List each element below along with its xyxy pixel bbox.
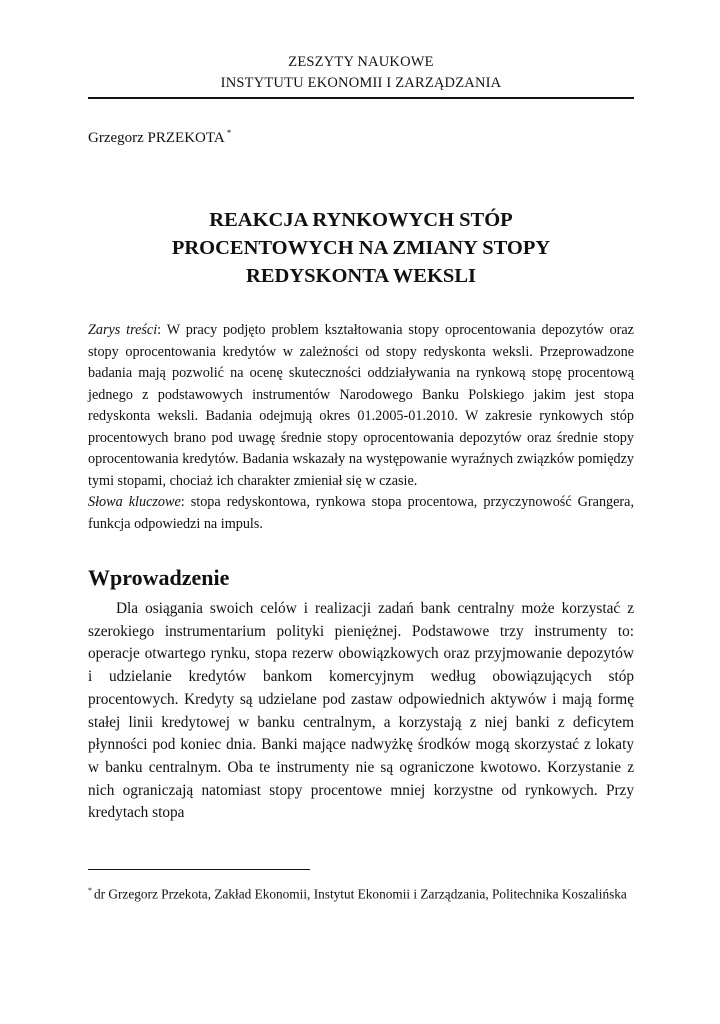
keywords-paragraph: [88, 492, 634, 535]
author-line: [88, 128, 231, 147]
keywords-label: Słowa kluczowe: [88, 494, 181, 510]
journal-name-line2: INSTYTUTU EKONOMII I ZARZĄDZANIA: [220, 75, 502, 91]
intro-text: Dla osiągania swoich celów i realizacji zadań bank centralny może korzystać z szerokiego instrumentarium polityki pieniężnej. Podstawowe trzy instrumenty to: operacje otwartego rynku, stopa rezerw obowiązkowych oraz przyjmowanie depozytów i udzielanie kredytów bankom komercyjnym według obowiązujących stóp procentowych. Kredyty są udzielane pod zastaw odpowiednich aktywów i mają formę stałej linii kredytowej w banku centralnym, a korzystają z niej banki z deficytem płynności pod koniec dnia. Banki mające nadwyżkę środków mogą skorzystać z lokaty w banku centralnym. Oba te instrumenty nie są ograniczone kwotowo. Korzystanie z nich ograniczają natomiast stopy procentowe mniej korzystne od rynkowych. Przy kredytach stopa: [88, 600, 634, 822]
footnote-text: dr Grzegorz Przekota, Zakład Ekonomii, Instytut Ekonomii i Zarządzania, Politechnika Koszalińska: [94, 886, 627, 902]
keywords-text: : stopa redyskontowa, rynkowa stopa procentowa, przyczynowość Grangera, funkcja odpowiedzi na impuls.: [88, 494, 634, 532]
author-footnote-mark: *: [226, 128, 232, 138]
journal-name-line1: ZESZYTY NAUKOWE: [288, 54, 434, 70]
journal-header: [88, 52, 634, 94]
footnote: [88, 881, 634, 904]
section-heading: Wprowadzenie: [88, 565, 230, 590]
title-line3: REDYSKONTA WEKSLI: [246, 265, 476, 287]
abstract-paragraph: [88, 320, 634, 492]
abstract-text: : W pracy podjęto problem kształtowania stopy oprocentowania depozytów oraz stopy oprocentowania kredytów w zależności od stopy redyskonta weksli. Przeprowadzone badania mają pozwolić na ocenę skuteczności oddziaływania na rynkową stopę procentową jednego z podstawowych instrumentów Narodowego Banku Polskiego jakim jest stopa redyskonta weksli. Badania odejmują okres 01.2005-01.2010. W zakresie rynkowych stóp procentowych brano pod uwagę średnie stopy oprocentowania depozytów oraz średnie stopy oprocentowania kredytów. Badania wskazały na występowanie wyraźnych związków pomiędzy tymi stopami, chociaż ich charakter zmieniał się w czasie.: [88, 322, 634, 489]
title-line2: PROCENTOWYCH NA ZMIANY STOPY: [171, 237, 551, 259]
footnote-mark: *: [88, 886, 92, 895]
author-name: Grzegorz PRZEKOTA: [88, 130, 225, 146]
abstract-label: Zarys treści: [88, 322, 158, 338]
header-divider: [88, 97, 634, 99]
abstract-block: [88, 320, 634, 535]
paper-title: [88, 206, 634, 290]
title-line1: REAKCJA RYNKOWYCH STÓP: [209, 209, 513, 231]
intro-paragraph: [88, 598, 634, 825]
footnote-divider: [88, 869, 310, 870]
